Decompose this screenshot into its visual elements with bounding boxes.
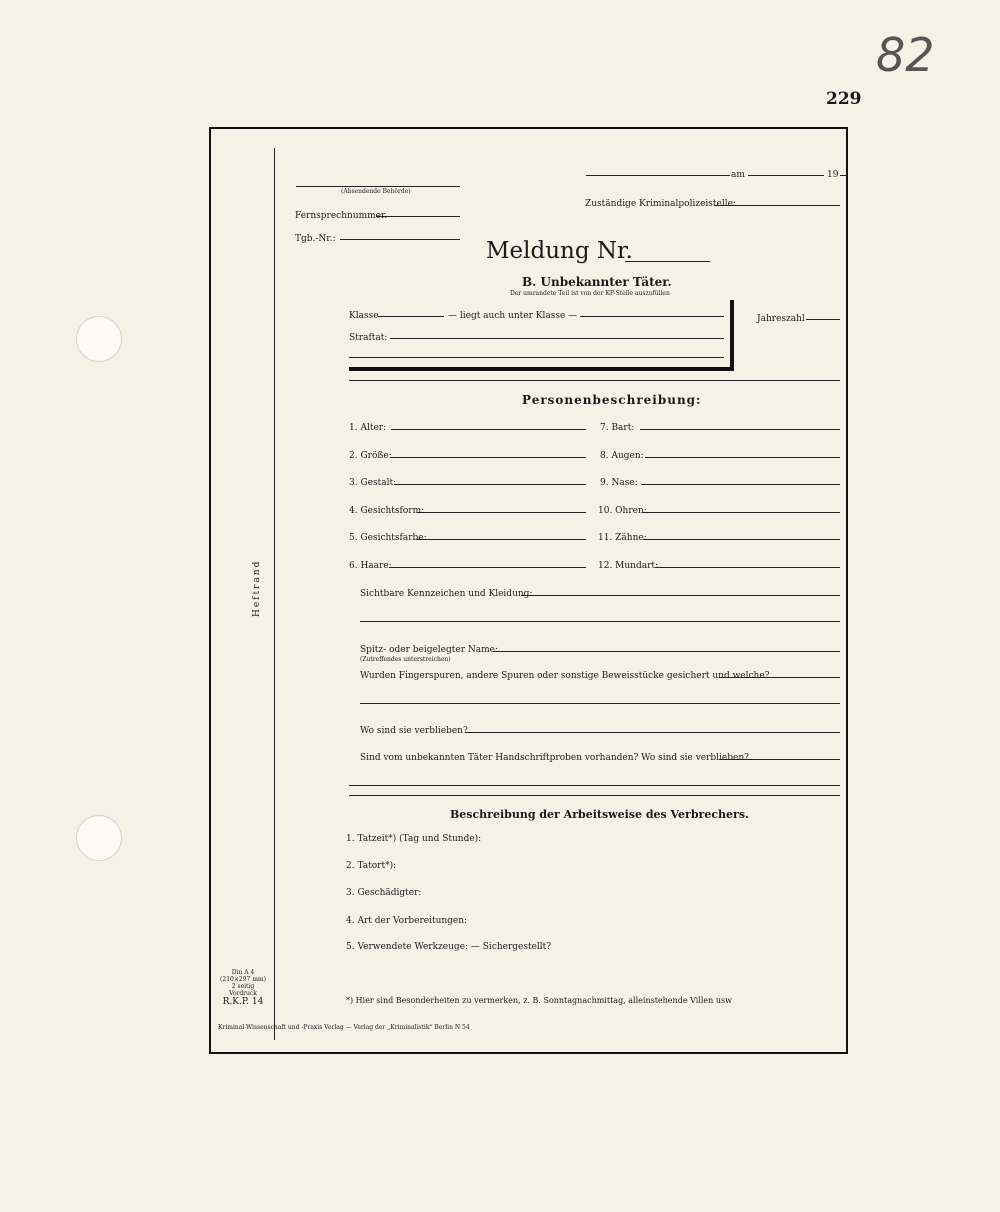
- binding-line: [274, 148, 275, 1040]
- haare-line[interactable]: [389, 567, 586, 568]
- straftat-line-2[interactable]: [349, 357, 724, 358]
- gesichtsfarbe-line[interactable]: [417, 539, 586, 540]
- kennzeichen-line-2[interactable]: [360, 621, 840, 622]
- punch-hole-bottom: [76, 815, 122, 861]
- gesichtsfarbe-label: 5. Gesichtsfarbe:: [349, 533, 427, 543]
- bart-label: 7. Bart:: [600, 423, 635, 433]
- klasse-line[interactable]: [378, 316, 444, 317]
- heftrand-label: Heftrand: [252, 559, 262, 617]
- tatzeit-label: 1. Tatzeit*) (Tag und Stunde):: [346, 834, 482, 844]
- groesse-label: 2. Größe:: [349, 451, 392, 461]
- klasse-secondary-line[interactable]: [580, 316, 724, 317]
- form-note: Der umrandete Teil ist von der KP-Stelle auszufüllen: [510, 290, 670, 297]
- where-line[interactable]: [465, 732, 840, 733]
- person-heading: Personenbeschreibung:: [522, 393, 702, 407]
- zaehne-line[interactable]: [643, 539, 840, 540]
- din-vordruck: Vordruck: [229, 990, 257, 997]
- handwritten-number: 82: [876, 28, 935, 82]
- method-footnote: *) Hier sind Besonderheiten zu vermerken, z. B. Sonntagnachmittag, alleinstehende Villen usw: [346, 996, 732, 1005]
- phone-line[interactable]: [376, 216, 460, 217]
- fingerprints-line-2[interactable]: [360, 703, 840, 704]
- werkzeuge-label: 5. Verwendete Werkzeuge: — Sichergestellt?: [346, 942, 552, 952]
- tatort-label: 2. Tatort*):: [346, 861, 397, 871]
- vorbereitungen-label: 4. Art der Vorbereitungen:: [346, 916, 468, 926]
- geschaedigter-label: 3. Geschädigter:: [346, 888, 422, 898]
- page-number: 229: [826, 89, 862, 109]
- nickname-label: Spitz- oder beigelegter Name:: [360, 645, 498, 655]
- klasse-label: Klasse: [349, 311, 379, 321]
- augen-label: 8. Augen:: [600, 451, 644, 461]
- jahreszahl-line[interactable]: [806, 319, 840, 320]
- din-info: [218, 969, 268, 1008]
- kennzeichen-label: Sichtbare Kennzeichen und Kleidung:: [360, 589, 533, 599]
- fingerprints-label: Wurden Fingerspuren, andere Spuren oder sonstige Beweisstücke gesichert und welche?: [360, 671, 770, 681]
- sender-caption: (Absendende Behörde): [341, 188, 411, 195]
- kennzeichen-line[interactable]: [521, 595, 840, 596]
- date-place-line[interactable]: [586, 175, 730, 176]
- method-heading: Beschreibung der Arbeitsweise des Verbrechers.: [450, 808, 749, 821]
- fingerprints-line[interactable]: [719, 677, 840, 678]
- punch-hole-top: [76, 316, 122, 362]
- alter-label: 1. Alter:: [349, 423, 387, 433]
- year-line[interactable]: [840, 175, 848, 176]
- handwriting-line-2[interactable]: [349, 785, 840, 786]
- date-line[interactable]: [748, 175, 824, 176]
- nickname-line[interactable]: [493, 651, 840, 652]
- ohren-line[interactable]: [642, 512, 840, 513]
- gestalt-label: 3. Gestalt:: [349, 478, 397, 488]
- straftat-line[interactable]: [390, 338, 724, 339]
- mundart-label: 12. Mundart:: [598, 561, 659, 571]
- year-prefix: 19: [827, 170, 839, 180]
- classification-box-bottom: [349, 367, 734, 371]
- din-sides: 2 seitig: [231, 983, 255, 990]
- form-title: Meldung Nr.: [486, 238, 633, 264]
- nickname-note: (Zutreffendes unterstreichen): [360, 656, 451, 663]
- tgb-label: Tgb.-Nr.:: [295, 234, 336, 244]
- ohren-label: 10. Ohren:: [598, 506, 647, 516]
- nase-label: 9. Nase:: [600, 478, 638, 488]
- form-subtitle: B. Unbekannter Täter.: [522, 275, 672, 289]
- mundart-line[interactable]: [655, 567, 840, 568]
- section-divider-2: [349, 795, 840, 796]
- am-label: am: [731, 170, 745, 180]
- nase-line[interactable]: [641, 484, 840, 485]
- din-label: Din A 4: [231, 969, 255, 976]
- straftat-label: Straftat:: [349, 333, 388, 343]
- handwriting-line[interactable]: [719, 759, 840, 760]
- alter-line[interactable]: [391, 429, 586, 430]
- gesichtsform-label: 4. Gesichtsform:: [349, 506, 425, 516]
- handwriting-label: Sind vom unbekannten Täter Handschriftproben vorhanden? Wo sind sie verblieben?: [360, 753, 749, 763]
- gestalt-line[interactable]: [395, 484, 586, 485]
- jahreszahl-label: Jahreszahl: [757, 314, 805, 324]
- gesichtsform-line[interactable]: [417, 512, 586, 513]
- police-office-line[interactable]: [714, 205, 840, 206]
- form-code: R.K.P. 14: [222, 997, 264, 1007]
- zaehne-label: 11. Zähne:: [598, 533, 647, 543]
- tgb-line[interactable]: [340, 239, 460, 240]
- bart-line[interactable]: [640, 429, 840, 430]
- where-label: Wo sind sie verblieben?: [360, 726, 468, 736]
- classification-box-right: [730, 300, 734, 370]
- publisher-line: Kriminal-Wissenschaft und -Praxis Verlag — Verlag der „Kriminalistik“ Berlin N 54: [218, 1024, 470, 1031]
- police-office-label: Zuständige Kriminalpolizeistelle:: [585, 199, 736, 209]
- report-number-line[interactable]: [625, 261, 710, 262]
- section-divider-1: [349, 380, 840, 381]
- sender-line[interactable]: [296, 186, 460, 187]
- groesse-line[interactable]: [391, 457, 586, 458]
- augen-line[interactable]: [645, 457, 840, 458]
- haare-label: 6. Haare:: [349, 561, 392, 571]
- phone-label: Fernsprechnummer.: [295, 211, 388, 221]
- din-mm: (210×297 mm): [220, 976, 266, 983]
- liegt-label: — liegt auch unter Klasse —: [448, 311, 578, 321]
